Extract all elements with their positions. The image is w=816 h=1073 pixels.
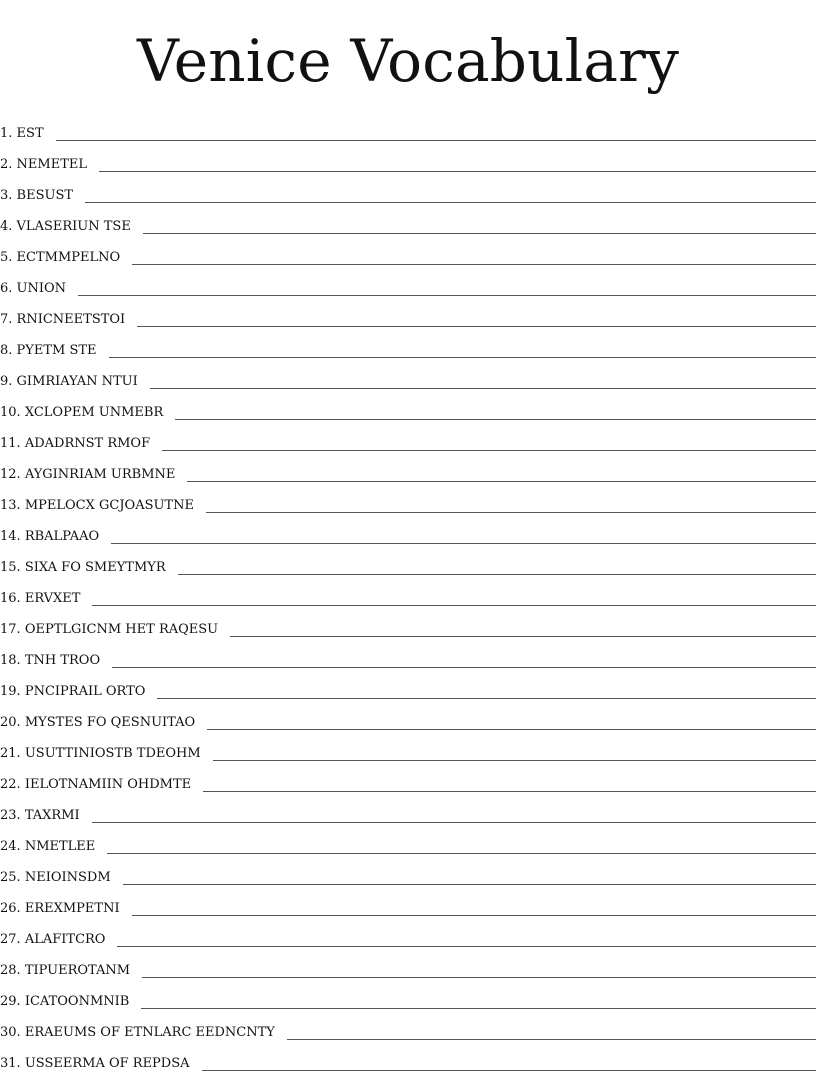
item-word: USSEERMA OF REPDSA [24,1056,190,1071]
answer-line[interactable] [143,233,816,234]
answer-line[interactable] [56,140,816,141]
item-word: BESUST [16,188,74,203]
answer-line[interactable] [203,791,816,792]
item-word: ERVXET [24,591,81,606]
item-number: 13. [0,498,21,513]
scrambled-word [0,870,123,886]
answer-line[interactable] [107,853,816,854]
item-word: USUTTINIOSTB TDEOHM [24,746,201,761]
item-number: 1. [0,126,13,141]
answer-line[interactable] [213,760,816,761]
vocabulary-item [0,267,816,298]
item-word: OEPTLGICNM HET RAQESU [24,622,219,637]
scrambled-word [0,777,203,793]
item-number: 3. [0,188,13,203]
item-word: PYETM STE [16,343,97,358]
scrambled-word [0,343,109,359]
answer-line[interactable] [109,357,816,358]
scrambled-word [0,901,132,917]
answer-line[interactable] [287,1039,816,1040]
vocabulary-item [0,980,816,1011]
answer-line[interactable] [187,481,816,482]
answer-line[interactable] [132,915,816,916]
item-number: 20. [0,715,21,730]
scrambled-word [0,498,206,514]
answer-line[interactable] [162,450,816,451]
scrambled-word [0,529,111,545]
vocabulary-item [0,577,816,608]
answer-line[interactable] [157,698,816,699]
item-word: NEMETEL [16,157,88,172]
answer-line[interactable] [117,946,816,947]
scrambled-word [0,560,178,576]
item-number: 25. [0,870,21,885]
answer-line[interactable] [178,574,816,575]
item-number: 28. [0,963,21,978]
answer-line[interactable] [132,264,816,265]
item-number: 16. [0,591,21,606]
item-word: UNION [16,281,67,296]
vocabulary-item [0,918,816,949]
scrambled-word [0,436,162,452]
scrambled-word [0,994,141,1010]
scrambled-word [0,374,150,390]
item-word: ECTMMPELNO [16,250,121,265]
vocabulary-item [0,639,816,670]
item-word: VLASERIUN TSE [16,219,131,234]
vocabulary-item [0,701,816,732]
vocabulary-item [0,732,816,763]
scrambled-word [0,808,92,824]
item-word: AYGINRIAM URBMNE [24,467,176,482]
item-number: 14. [0,529,21,544]
item-number: 5. [0,250,13,265]
scrambled-word [0,188,85,204]
answer-line[interactable] [207,729,816,730]
scrambled-word [0,715,207,731]
scrambled-word [0,281,78,297]
vocabulary-item [0,484,816,515]
answer-line[interactable] [206,512,816,513]
item-number: 19. [0,684,21,699]
answer-line[interactable] [142,977,816,978]
item-number: 7. [0,312,13,327]
item-number: 6. [0,281,13,296]
scrambled-word [0,219,143,235]
vocabulary-item [0,329,816,360]
answer-line[interactable] [99,171,816,172]
vocabulary-item [0,453,816,484]
vocabulary-item [0,174,816,205]
item-number: 21. [0,746,21,761]
vocabulary-item [0,794,816,825]
answer-line[interactable] [92,822,816,823]
scrambled-word [0,405,175,421]
scrambled-word [0,963,142,979]
vocabulary-item [0,949,816,980]
item-number: 27. [0,932,21,947]
item-word: IELOTNAMIIN OHDMTE [24,777,192,792]
vocabulary-item [0,1042,816,1073]
vocabulary-item [0,763,816,794]
item-number: 22. [0,777,21,792]
vocabulary-item [0,856,816,887]
vocabulary-item [0,298,816,329]
item-word: MPELOCX GCJOASUTNE [24,498,194,513]
item-word: ALAFITCRO [24,932,106,947]
item-number: 11. [0,436,21,451]
scrambled-word [0,622,230,638]
scrambled-word [0,1056,202,1072]
item-number: 8. [0,343,13,358]
vocabulary-item [0,546,816,577]
vocabulary-item [0,391,816,422]
item-number: 23. [0,808,21,823]
vocabulary-item [0,670,816,701]
vocabulary-item [0,887,816,918]
answer-line[interactable] [141,1008,816,1009]
vocabulary-item [0,515,816,546]
item-number: 24. [0,839,21,854]
item-number: 31. [0,1056,21,1071]
item-word: NMETLEE [24,839,96,854]
scrambled-word [0,157,99,173]
item-number: 9. [0,374,13,389]
scrambled-word [0,591,92,607]
answer-line[interactable] [92,605,816,606]
answer-line[interactable] [137,326,816,327]
item-word: TAXRMI [24,808,80,823]
item-word: MYSTES FO QESNUITAO [24,715,196,730]
item-number: 18. [0,653,21,668]
item-number: 30. [0,1025,21,1040]
scrambled-word [0,467,187,483]
item-word: SIXA FO SMEYTMYR [24,560,166,575]
vocabulary-item [0,143,816,174]
item-word: EST [16,126,44,141]
vocabulary-item [0,236,816,267]
scrambled-word [0,932,117,948]
answer-line[interactable] [150,388,816,389]
scrambled-word [0,746,213,762]
page-title: Venice Vocabulary [136,27,680,95]
vocabulary-list [0,112,816,1073]
vocabulary-item [0,112,816,143]
item-number: 17. [0,622,21,637]
vocabulary-item [0,360,816,391]
item-number: 29. [0,994,21,1009]
vocabulary-item [0,205,816,236]
item-number: 4. [0,219,13,234]
item-number: 10. [0,405,21,420]
vocabulary-item [0,608,816,639]
item-word: RBALPAAO [24,529,100,544]
item-word: EREXMPETNI [24,901,120,916]
item-number: 2. [0,157,13,172]
item-number: 26. [0,901,21,916]
scrambled-word [0,312,137,328]
item-word: NEIOINSDM [24,870,111,885]
item-word: ERAEUMS OF ETNLARC EEDNCNTY [24,1025,275,1040]
answer-line[interactable] [230,636,816,637]
scrambled-word [0,1025,287,1041]
item-word: TIPUEROTANM [24,963,131,978]
answer-line[interactable] [202,1070,816,1071]
item-word: ADADRNST RMOF [24,436,151,451]
answer-line[interactable] [85,202,816,203]
answer-line[interactable] [175,419,816,420]
item-word: GIMRIAYAN NTUI [16,374,138,389]
answer-line[interactable] [78,295,816,296]
answer-line[interactable] [111,543,816,544]
scrambled-word [0,839,107,855]
item-number: 12. [0,467,21,482]
item-word: XCLOPEM UNMEBR [24,405,164,420]
item-number: 15. [0,560,21,575]
vocabulary-item [0,422,816,453]
scrambled-word [0,126,56,142]
item-word: ICATOONMNIB [24,994,130,1009]
scrambled-word [0,653,112,669]
scrambled-word [0,684,157,700]
answer-line[interactable] [112,667,816,668]
vocabulary-item [0,825,816,856]
item-word: TNH TROO [24,653,101,668]
item-word: PNCIPRAIL ORTO [24,684,146,699]
answer-line[interactable] [123,884,816,885]
scrambled-word [0,250,132,266]
vocabulary-item [0,1011,816,1042]
item-word: RNICNEETSTOI [16,312,126,327]
